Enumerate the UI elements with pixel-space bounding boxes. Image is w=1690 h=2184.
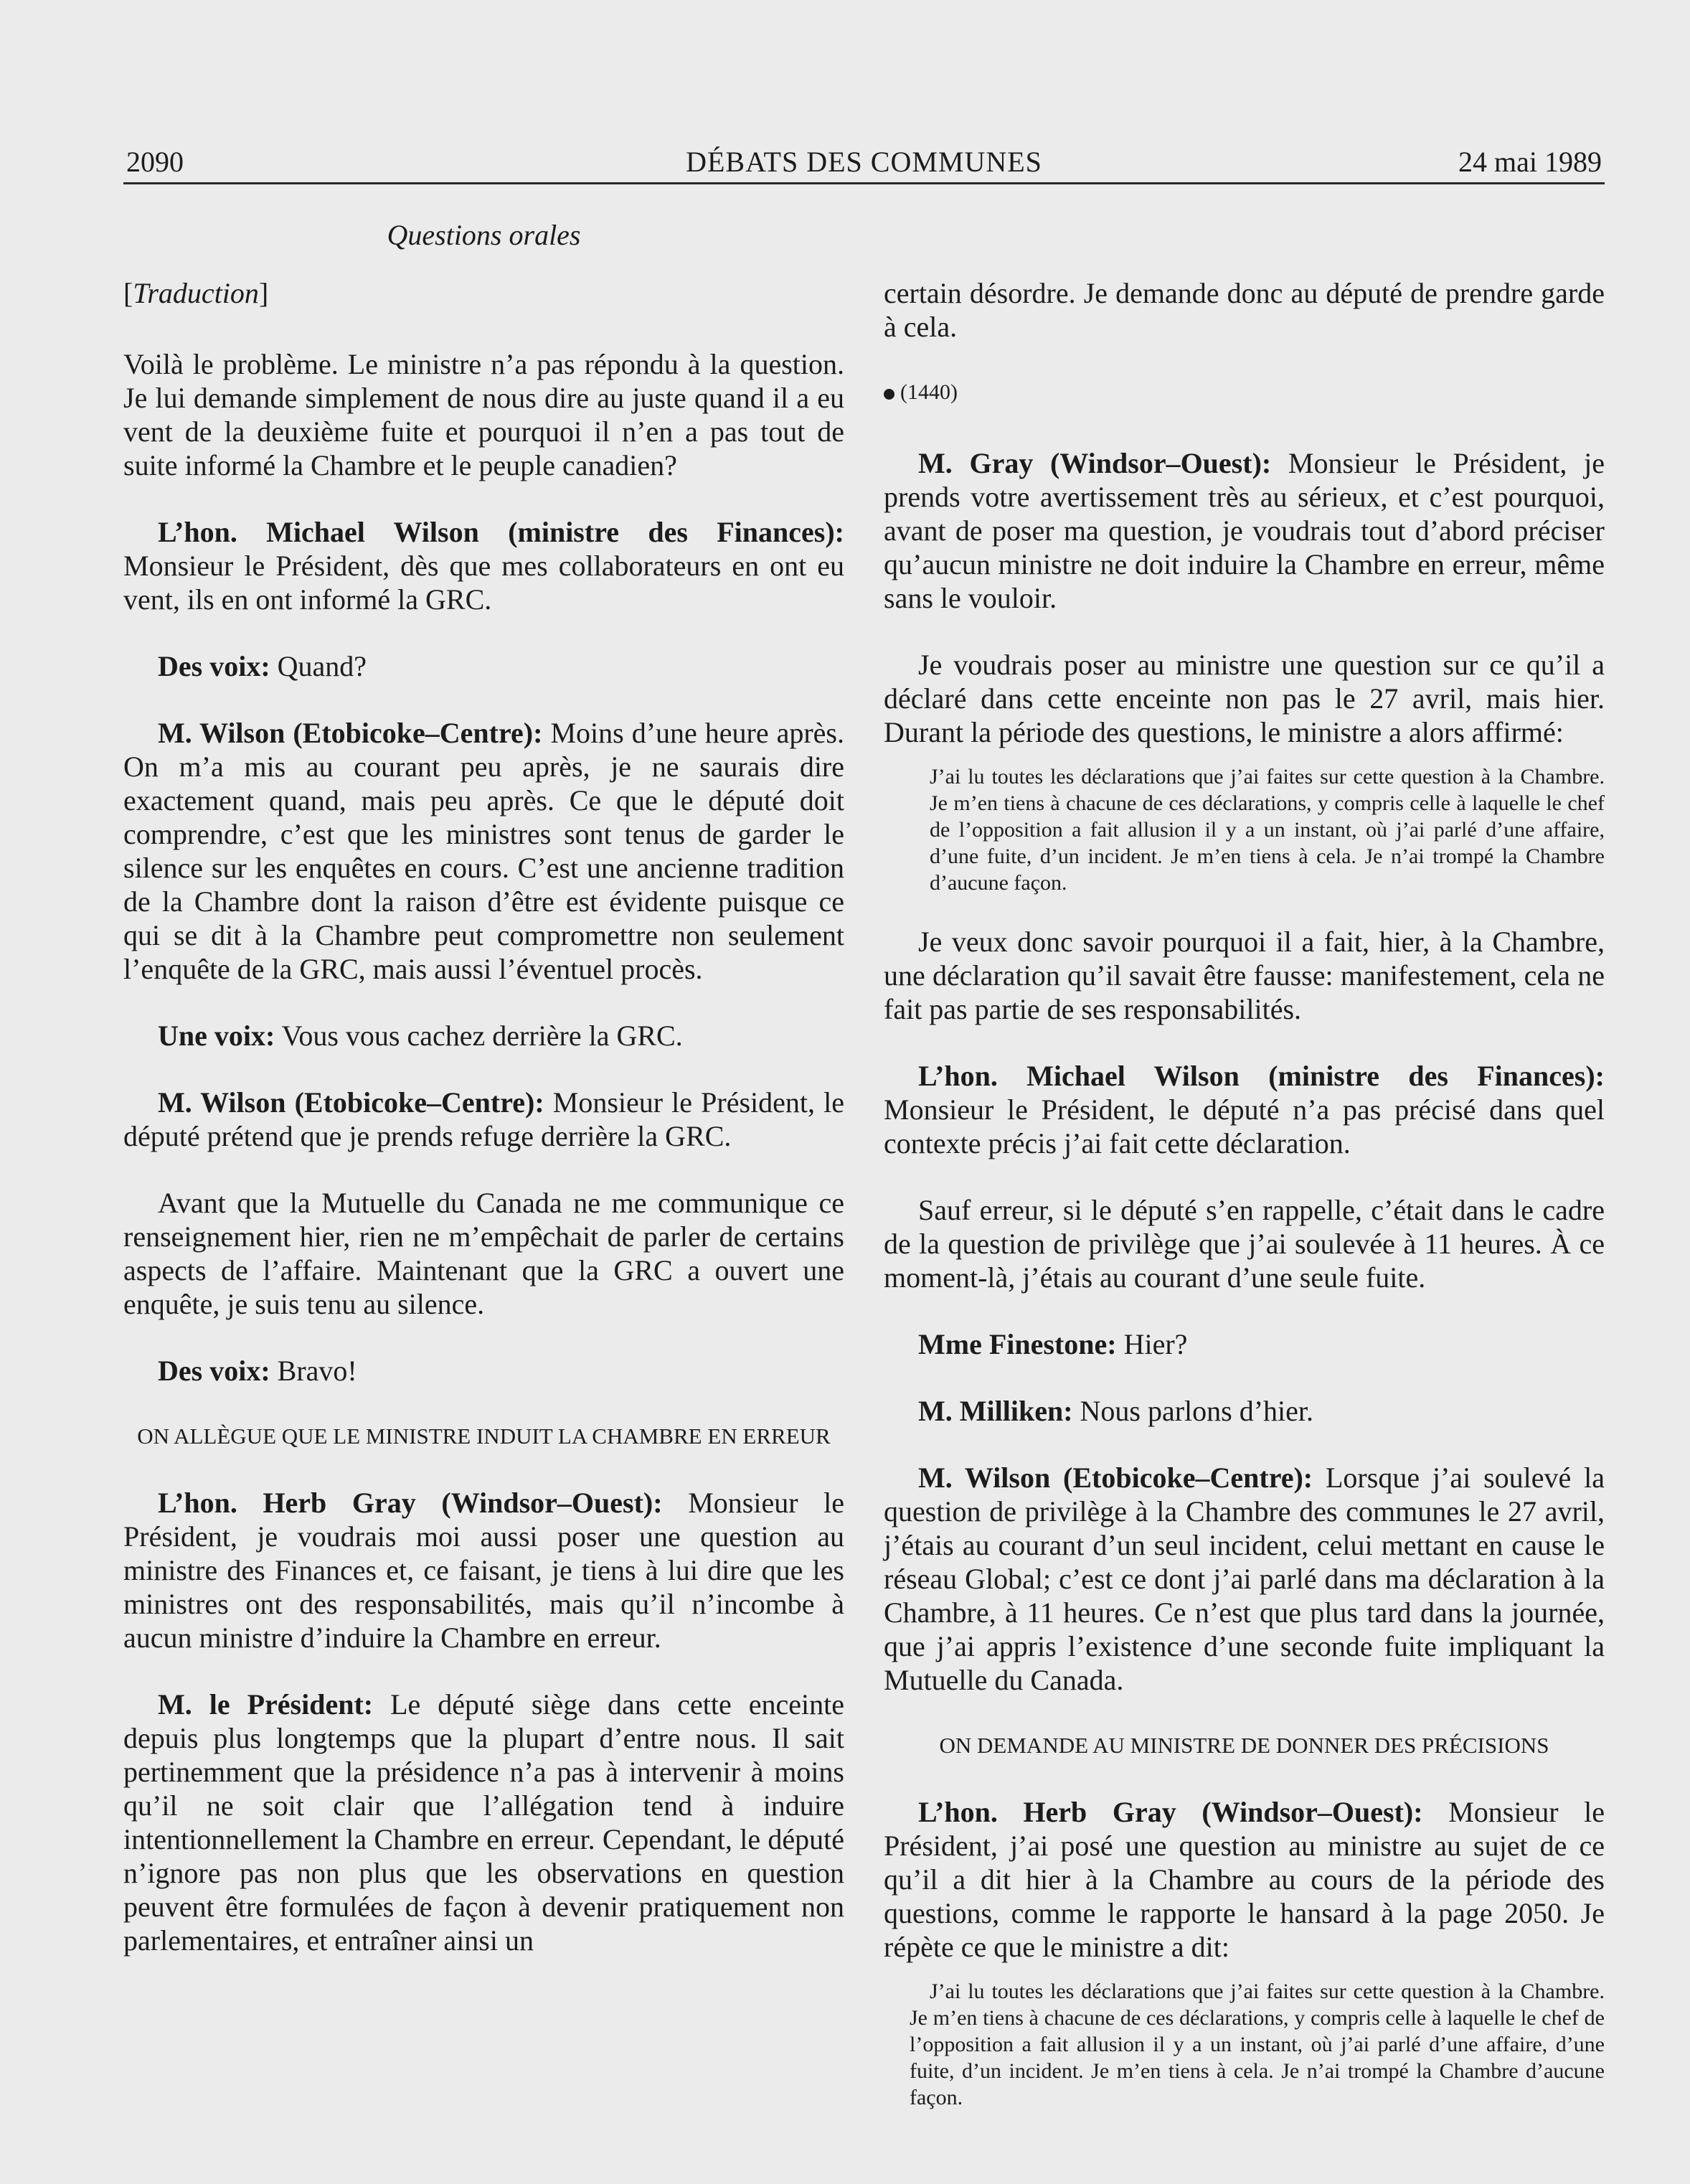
paragraph: Voilà le problème. Le ministre n’a pas répondu à la question. Je lui demande simplement de nous dire au juste quand il a eu vent de la deuxième fuite et pourquoi il n’en a pas tout de suite informé la Chambre et le peuple canadien?	[123, 348, 844, 481]
speech: M. Milliken: Nous parlons d’hier.	[918, 1395, 1314, 1427]
speaker-name: Mme Finestone:	[918, 1328, 1117, 1360]
paragraph: Avant que la Mutuelle du Canada ne me communique ce renseignement hier, rien ne m’empêchait de parler de certains aspects de l’affaire. Maintenant que la GRC a ouvert une enquête, je suis tenu au silence.	[123, 1187, 844, 1320]
speech: M. Wilson (Etobicoke–Centre): Moins d’une heure après. On m’a mis au courant peu après, je ne saurais dire exactement quand, mais peu après. Ce que le député doit comprendre, c’est que les ministres sont tenus de garder le silence sur les enquêtes en cours. C’est une ancienne tradition de la Chambre dont la raison d’être est évidente puisque ce qui se dit à la Chambre peut compromettre non seulement l’enquête de la GRC, mais aussi l’éventuel procès.	[123, 717, 845, 985]
left-column	[123, 276, 844, 1990]
block-quote: J’ai lu toutes les déclarations que j’ai faites sur cette question à la Chambre. Je m’en tiens à chacune de ces déclarations, y compris celle à laquelle le chef de l’opposition a fait allusion il y a un instant, où j’ai parlé d’une affaire, d’une fuite, d’un incident. Je m’en tiens à cela. Je n’ai trompé la Chambre d’aucune façon.	[930, 765, 1605, 895]
speaker-name: Des voix:	[158, 650, 270, 682]
speech: M. Wilson (Etobicoke–Centre): Monsieur le Président, le député prétend que je prends refuge derrière la GRC.	[123, 1086, 844, 1152]
publication-title: DÉBATS DES COMMUNES	[686, 146, 1042, 178]
time-marker: (1440)	[884, 375, 1605, 409]
speaker-name: M. Wilson (Etobicoke–Centre):	[158, 1086, 544, 1119]
speaker-name: M. le Président:	[158, 1688, 374, 1721]
speech: M. le Président: Le député siège dans cette enceinte depuis plus longtemps que la plupart d’entre nous. Il sait pertinemment que la présidence n’a pas à intervenir à moins qu’il ne soit clair que l’allégation tend à induire intentionnellement la Chambre en erreur. Cependant, le député n’ignore pas non plus que les observations en question peuvent être formulées de façon à devenir pratiquement non parlementaires, et entraîner ainsi un	[123, 1688, 844, 1957]
speech: Des voix: Quand?	[158, 650, 367, 682]
section-heading: ON DEMANDE AU MINISTRE DE DONNER DES PRÉCISIONS	[939, 1733, 1549, 1758]
speech: L’hon. Herb Gray (Windsor–Ouest): Monsieur le Président, j’ai posé une question au ministre au sujet de ce qu’il a dit hier à la Chambre au cours de la période des questions, comme le rapporte le hansard à la page 2050. Je répète ce que le ministre a dit:	[884, 1796, 1605, 1963]
speaker-name: M. Wilson (Etobicoke–Centre):	[158, 717, 543, 749]
speech: M. Gray (Windsor–Ouest): Monsieur le Président, je prends votre avertissement très au sérieux, et c’est pourquoi, avant de poser ma question, je voudrais tout d’abord préciser qu’aucun ministre ne doit induire la Chambre en erreur, même sans le vouloir.	[884, 447, 1605, 614]
speaker-name: L’hon. Herb Gray (Windsor–Ouest):	[918, 1796, 1423, 1828]
translation-note: [Traduction]	[123, 277, 269, 309]
paragraph: Je veux donc savoir pourquoi il a fait, hier, à la Chambre, une déclaration qu’il savait être fausse: manifestement, cela ne fait pas partie de ses responsabilités.	[884, 926, 1605, 1025]
paragraph: Je voudrais poser au ministre une question sur ce qu’il a déclaré dans cette enceinte non pas le 27 avril, mais hier. Durant la période des questions, le ministre a alors affirmé:	[884, 649, 1605, 748]
speaker-name: M. Gray (Windsor–Ouest):	[918, 447, 1272, 479]
speech: M. Wilson (Etobicoke–Centre): Lorsque j’ai soulevé la question de privilège à la Chambre des communes le 27 avril, j’étais au courant d’un seul incident, celui mettant en cause le réseau Global; c’est ce dont j’ai parlé dans ma déclaration à la Chambre, à 11 heures. Ce n’est que plus tard dans la journée, que j’ai appris l’existence d’une seconde fuite impliquant la Mutuelle du Canada.	[884, 1462, 1605, 1696]
speech: L’hon. Michael Wilson (ministre des Finances): Monsieur le Président, le député n’a pas précisé dans quel contexte précis j’ai fait cette déclaration.	[884, 1060, 1605, 1159]
section-subheader: Questions orales	[387, 219, 581, 251]
page-header	[123, 142, 1605, 184]
paragraph: certain désordre. Je demande donc au député de prendre garde à cela.	[884, 277, 1605, 343]
speech: Mme Finestone: Hier?	[918, 1328, 1188, 1360]
speaker-name: M. Wilson (Etobicoke–Centre):	[918, 1462, 1313, 1494]
page-number: 2090	[126, 146, 184, 178]
speaker-name: L’hon. Michael Wilson (ministre des Finances):	[158, 516, 844, 548]
right-column	[884, 276, 1605, 2140]
bullet-icon	[884, 389, 894, 400]
block-quote: J’ai lu toutes les déclarations que j’ai faites sur cette question à la Chambre. Je m’en tiens à chacune de ces déclarations, y compris celle à laquelle le chef de l’opposition a fait allusion il y a un instant, où j’ai parlé d’une affaire, d’une fuite, d’un incident. Je m’en tiens à cela. Je n’ai trompé la Chambre d’aucune façon.	[910, 1980, 1605, 2109]
speech: L’hon. Michael Wilson (ministre des Finances): Monsieur le Président, dès que mes collaborateurs en ont eu vent, ils en ont informé la GRC.	[123, 516, 844, 616]
speech: Des voix: Bravo!	[158, 1355, 357, 1387]
speech: L’hon. Herb Gray (Windsor–Ouest): Monsieur le Président, je voudrais moi aussi poser une question au ministre des Finances et, ce faisant, je tiens à lui dire que les ministres ont des responsabilités, mais qu’il n’incombe à aucun ministre d’induire la Chambre en erreur.	[123, 1487, 845, 1654]
speaker-name: Des voix:	[158, 1355, 270, 1387]
speech: Une voix: Vous vous cachez derrière la GRC.	[158, 1020, 683, 1052]
publication-date: 24 mai 1989	[1458, 146, 1602, 178]
paragraph: Sauf erreur, si le député s’en rappelle, c’était dans le cadre de la question de privilège que j’ai soulevée à 11 heures. À ce moment-là, j’étais au courant d’une seule fuite.	[884, 1194, 1605, 1294]
speaker-name: L’hon. Michael Wilson (ministre des Finances):	[918, 1060, 1605, 1092]
speaker-name: Une voix:	[158, 1020, 275, 1052]
section-heading: ON ALLÈGUE QUE LE MINISTRE INDUIT LA CHAMBRE EN ERREUR	[137, 1423, 831, 1449]
speaker-name: L’hon. Herb Gray (Windsor–Ouest):	[158, 1487, 663, 1519]
speaker-name: M. Milliken:	[918, 1395, 1073, 1427]
